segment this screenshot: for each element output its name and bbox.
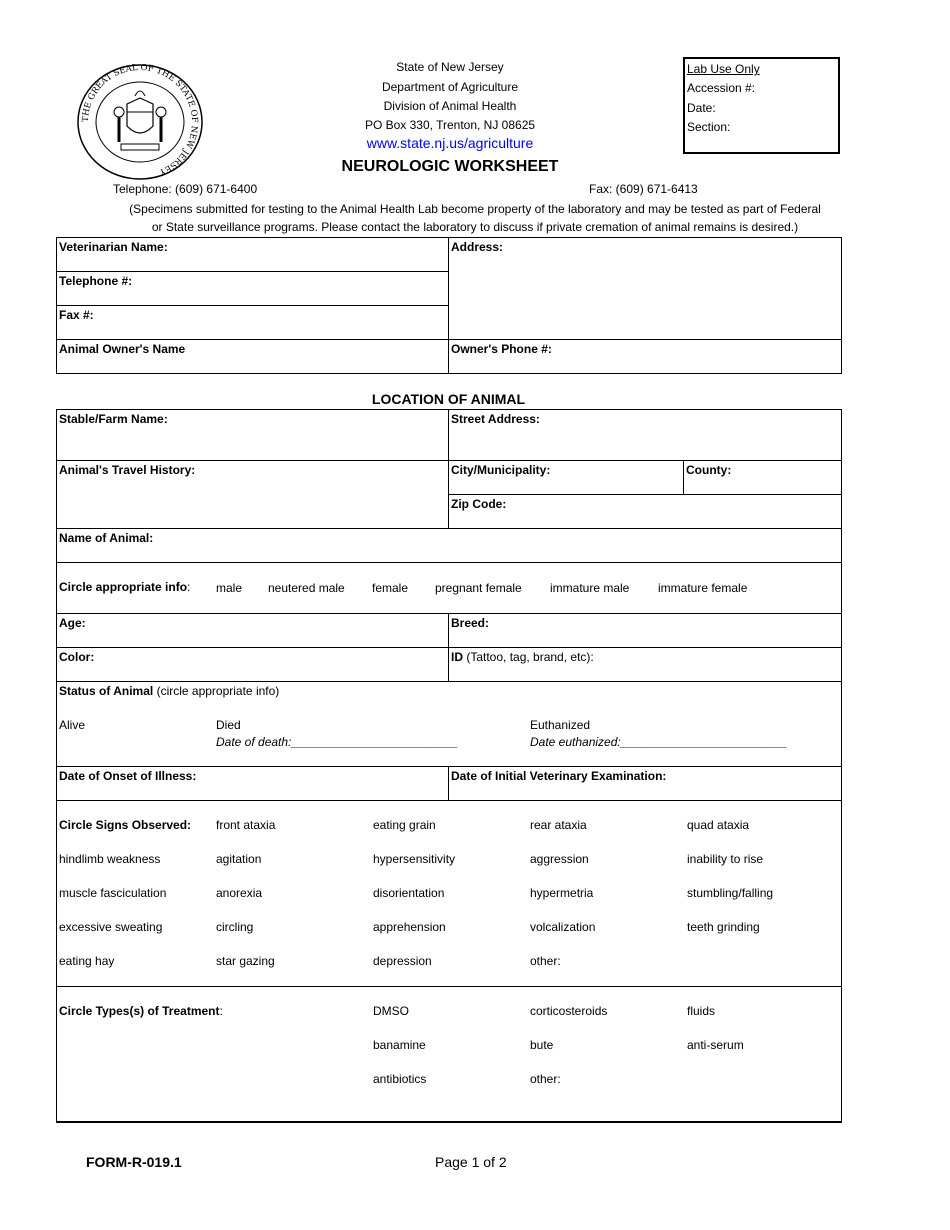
treatment-other-field[interactable]: other: (530, 1072, 561, 1086)
stable-label: Stable/Farm Name: (59, 412, 168, 426)
address-label: Address: (451, 240, 504, 254)
website-link[interactable]: www.state.nj.us/agriculture (366, 135, 534, 151)
sign-option[interactable]: circling (216, 920, 254, 934)
treatment-option[interactable]: banamine (373, 1038, 426, 1052)
header-telephone: Telephone: (609) 671-6400 (113, 182, 258, 196)
street-field[interactable] (449, 410, 842, 461)
zip-field[interactable] (449, 495, 842, 529)
header-department: Department of Agriculture (381, 80, 519, 94)
initial-exam-label: Date of Initial Veterinary Examination: (451, 769, 667, 783)
treatment-option[interactable]: anti-serum (687, 1038, 744, 1052)
owner-phone-label: Owner's Phone #: (451, 342, 552, 356)
fax-label: Fax #: (59, 308, 94, 322)
sign-option[interactable]: inability to rise (687, 852, 764, 866)
owner-phone-field[interactable] (449, 340, 842, 374)
notice-line-1: (Specimens submitted for testing to the Animal Health Lab become property of the laboratory and may be tested as part of Federal (129, 202, 821, 216)
page-number: Page 1 of 2 (435, 1154, 507, 1170)
county-field[interactable] (684, 461, 842, 495)
notice-line-2: or State surveillance programs. Please contact the laboratory to discuss if private cremation of animal remains is desired.) (151, 220, 799, 234)
sex-option[interactable]: pregnant female (435, 581, 522, 595)
sex-option[interactable]: neutered male (268, 581, 345, 595)
sign-option[interactable]: star gazing (216, 954, 275, 968)
sex-option[interactable]: male (216, 581, 243, 595)
sex-option[interactable]: female (372, 581, 409, 595)
date-of-death-field[interactable]: Date of death:_________________________ (216, 735, 459, 749)
sign-option[interactable]: aggression (530, 852, 589, 866)
status-row (57, 682, 842, 767)
contact-table (56, 237, 842, 374)
onset-field[interactable] (57, 767, 449, 801)
owner-name-label: Animal Owner's Name (59, 342, 186, 356)
sign-option[interactable]: hypermetria (530, 886, 594, 900)
sign-option[interactable]: hypersensitivity (373, 852, 456, 866)
form-id: FORM-R-019.1 (86, 1154, 182, 1170)
fax-field[interactable] (57, 306, 449, 340)
sign-option[interactable]: muscle fasciculation (59, 886, 167, 900)
sign-option[interactable]: eating hay (59, 954, 115, 968)
circle-info-label: Circle appropriate info: (59, 580, 191, 594)
svg-text:THE GREAT SEAL OF THE STATE OF (81, 64, 199, 177)
travel-history-label: Animal's Travel History: (59, 463, 196, 477)
breed-field[interactable] (449, 614, 842, 648)
sign-option[interactable]: rear ataxia (530, 818, 587, 832)
color-label: Color: (59, 650, 95, 664)
status-died-option[interactable]: Died (216, 718, 241, 732)
breed-label: Breed: (451, 616, 490, 630)
color-field[interactable] (57, 648, 449, 682)
sign-option[interactable]: stumbling/falling (687, 886, 774, 900)
lab-section-field[interactable]: Section: (687, 120, 731, 134)
status-label: Status of Animal (circle appropriate info) (59, 684, 280, 698)
treatment-option[interactable]: DMSO (373, 1004, 409, 1018)
lab-date-field[interactable]: Date: (687, 101, 716, 115)
location-heading: LOCATION OF ANIMAL (371, 391, 526, 407)
signs-label: Circle Signs Observed: (59, 818, 192, 832)
treatment-label: Circle Types(s) of Treatment: (59, 1004, 223, 1018)
animal-table (56, 409, 842, 1123)
state-seal (77, 64, 203, 180)
accession-field[interactable]: Accession #: (687, 81, 756, 95)
sign-option[interactable]: volcalization (530, 920, 596, 934)
sex-option[interactable]: immature female (658, 581, 748, 595)
sign-option[interactable]: quad ataxia (687, 818, 750, 832)
id-label: ID (451, 650, 463, 664)
date-euthanized-field[interactable]: Date euthanized:_________________________ (530, 735, 788, 749)
sign-option[interactable]: hindlimb weakness (59, 852, 161, 866)
sign-option[interactable]: teeth grinding (687, 920, 760, 934)
address-field[interactable] (449, 238, 842, 340)
treatment-section (57, 987, 842, 1122)
lab-use-box (683, 57, 840, 154)
status-euthanized-option[interactable]: Euthanized (530, 718, 591, 732)
sign-option[interactable]: eating grain (373, 818, 436, 832)
seal-lettering: THE GREAT SEAL OF THE STATE OF NEW JERSEY (80, 64, 200, 177)
zip-label: Zip Code: (451, 497, 507, 511)
treatment-option[interactable]: bute (530, 1038, 554, 1052)
city-field[interactable] (449, 461, 684, 495)
id-field[interactable] (449, 648, 842, 682)
onset-label: Date of Onset of Illness: (59, 769, 197, 783)
telephone-field[interactable] (57, 272, 449, 306)
treatment-option[interactable]: fluids (687, 1004, 716, 1018)
sign-option[interactable]: anorexia (216, 886, 263, 900)
treatment-option[interactable]: antibiotics (373, 1072, 427, 1086)
sign-option[interactable]: apprehension (373, 920, 446, 934)
vet-name-label: Veterinarian Name: (59, 240, 168, 254)
header-fax: Fax: (609) 671-6413 (589, 182, 698, 196)
animal-name-field[interactable] (57, 529, 842, 563)
header-division: Division of Animal Health (383, 99, 517, 113)
telephone-label: Telephone #: (59, 274, 133, 288)
sign-option[interactable]: depression (373, 954, 432, 968)
signs-section (57, 801, 842, 987)
stable-field[interactable] (57, 410, 449, 461)
sign-option[interactable]: agitation (216, 852, 262, 866)
initial-exam-field[interactable] (449, 767, 842, 801)
header-state: State of New Jersey (396, 60, 504, 74)
animal-name-label: Name of Animal: (59, 531, 154, 545)
status-alive-option[interactable]: Alive (59, 718, 86, 732)
id-hint: (Tattoo, tag, brand, etc): (463, 650, 594, 664)
header-address: PO Box 330, Trenton, NJ 08625 (364, 118, 536, 132)
vet-name-field[interactable] (57, 238, 449, 272)
sign-other-field[interactable]: other: (530, 954, 561, 968)
owner-name-field[interactable] (57, 340, 449, 374)
city-label: City/Municipality: (451, 463, 551, 477)
county-label: County: (686, 463, 732, 477)
sex-option[interactable]: immature male (550, 581, 630, 595)
age-field[interactable] (57, 614, 449, 648)
street-label: Street Address: (451, 412, 540, 426)
sign-option[interactable]: disorientation (373, 886, 445, 900)
treatment-option[interactable]: corticosteroids (530, 1004, 608, 1018)
sign-option[interactable]: excessive sweating (59, 920, 163, 934)
lab-use-title: Lab Use Only (687, 62, 760, 76)
sign-option[interactable]: front ataxia (216, 818, 276, 832)
page-title: NEUROLOGIC WORKSHEET (341, 158, 559, 175)
travel-history-field[interactable] (57, 461, 449, 529)
age-label: Age: (59, 616, 86, 630)
sex-options-row (57, 563, 842, 614)
